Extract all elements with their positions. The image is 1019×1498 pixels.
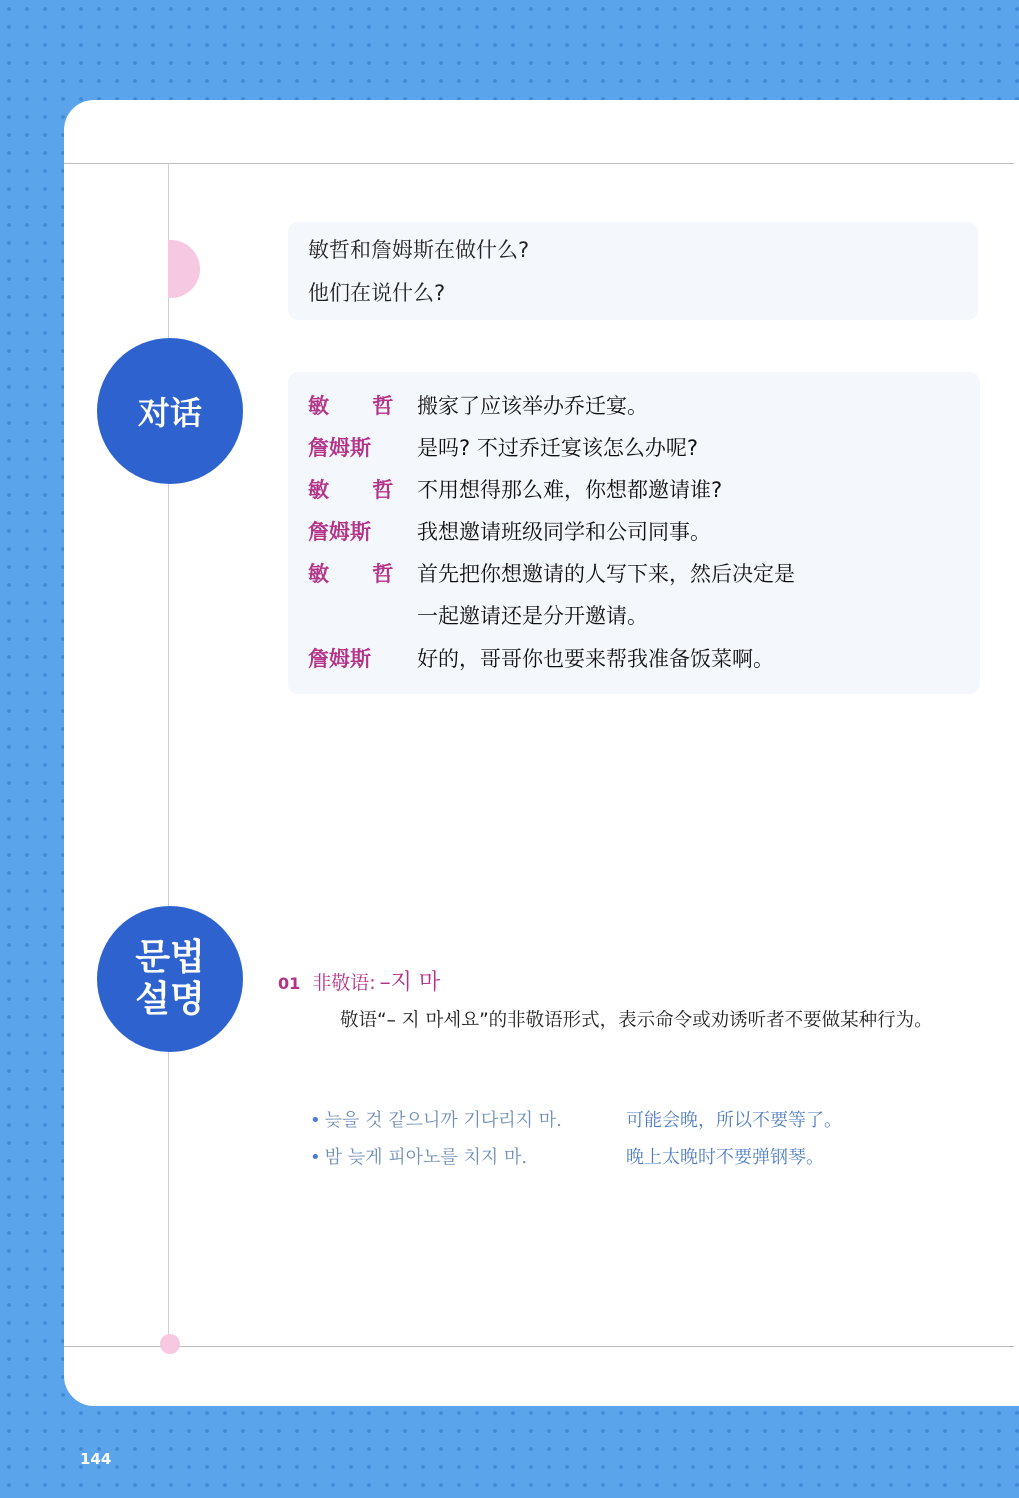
example-translation: 可能会晚，所以不要等了。 [626,1110,842,1131]
grammar-number: 01 [278,974,301,993]
speaker-label: 詹姆斯 [308,436,371,460]
dialog-text: 一起邀请还是分开邀请。 [417,604,648,628]
example-item [310,1106,842,1132]
example-korean: 밤 늦게 피아노를 치지 마. [324,1147,528,1168]
bullet-icon: • [310,1147,321,1168]
bullet-icon: • [310,1110,321,1131]
dialog-text: 我想邀请班级同学和公司同事。 [417,520,711,544]
grammar-section-badge [97,906,243,1052]
margin-dot-bottom [160,1334,180,1354]
grammar-label: 非敬语: [312,972,376,994]
example-item [310,1143,824,1169]
question-2: 他们在说什么? [308,281,446,305]
question-1: 敏哲和詹姆斯在做什么? [308,238,530,262]
dialog-section-title: 对话 [137,394,202,432]
grammar-pattern: –지 마 [379,970,441,995]
example-korean: 늦을 것 같으니까 기다리지 마. [324,1110,562,1131]
page-number: 144 [80,1450,112,1468]
speaker-label: 詹姆斯 [308,647,371,671]
grammar-heading [278,965,440,996]
dialog-text: 不用想得那么难，你想都邀请谁? [417,478,723,502]
dialog-section-badge [97,338,243,484]
speaker-label: 敏 哲 [308,394,412,418]
bottom-rule [64,1346,1014,1347]
dialog-text: 好的，哥哥你也要来帮我准备饭菜啊。 [417,647,774,671]
speaker-label: 敏 哲 [308,562,412,586]
speaker-label: 詹姆斯 [308,520,371,544]
dialog-text: 是吗? 不过乔迁宴该怎么办呢? [417,436,698,460]
speaker-label: 敏 哲 [308,478,412,502]
dialog-text: 首先把你想邀请的人写下来，然后决定是 [417,562,795,586]
dialog-text: 搬家了应该举办乔迁宴。 [417,394,648,418]
grammar-explanation: 敬语“– 지 마세요”的非敬语形式，表示命令或劝诱听者不要做某种行为。 [340,1010,933,1031]
example-translation: 晚上太晚时不要弹钢琴。 [626,1147,824,1168]
grammar-section-title-1: 문법 [135,937,205,978]
top-rule [64,163,1014,164]
grammar-section-title-2: 설명 [135,979,205,1020]
